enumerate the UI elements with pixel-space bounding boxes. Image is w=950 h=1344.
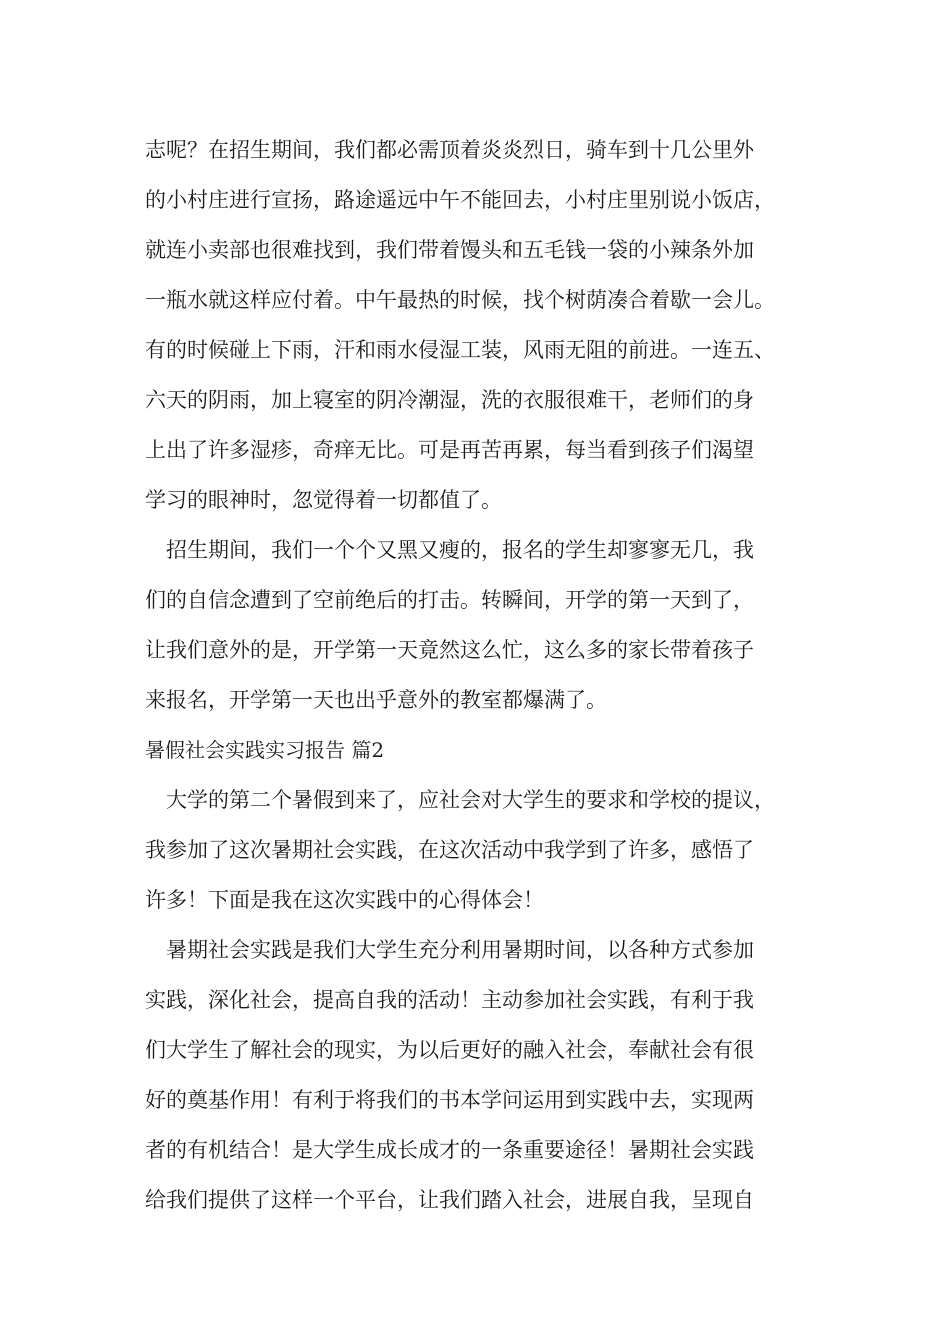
text-line: 许多！下面是我在这次实践中的心得体会！ [145, 888, 544, 912]
text-line: 暑期社会实践是我们大学生充分利用暑期时间，以各种方式参加 [145, 938, 754, 962]
text-line: 让我们意外的是，开学第一天竟然这么忙，这么多的家长带着孩子 [145, 638, 754, 662]
text-line: 就连小卖部也很难找到，我们带着馒头和五毛钱一袋的小辣条外加 [145, 238, 754, 262]
section-heading: 暑假社会实践实习报告 篇2 [145, 738, 385, 762]
text-line: 志呢？在招生期间，我们都必需顶着炎炎烈日，骑车到十几公里外 [145, 138, 754, 162]
text-line: 六天的阴雨，加上寝室的阴冷潮湿，洗的衣服很难干，老师们的身 [145, 388, 754, 412]
text-line: 学习的眼神时，忽觉得着一切都值了。 [145, 488, 502, 512]
text-line: 来报名，开学第一天也出乎意外的教室都爆满了。 [145, 688, 607, 712]
text-line: 者的有机结合！是大学生成长成才的一条重要途径！暑期社会实践 [145, 1138, 754, 1162]
text-line: 一瓶水就这样应付着。中午最热的时候，找个树荫凑合着歇一会儿。 [145, 288, 775, 312]
text-line: 的小村庄进行宣扬，路途遥远中午不能回去，小村庄里别说小饭店， [145, 188, 775, 212]
text-line: 大学的第二个暑假到来了，应社会对大学生的要求和学校的提议， [145, 788, 775, 812]
text-line: 我参加了这次暑期社会实践，在这次活动中我学到了许多，感悟了 [145, 838, 754, 862]
text-line: 好的奠基作用！有利于将我们的书本学问运用到实践中去，实现两 [145, 1088, 754, 1112]
text-line: 们大学生了解社会的现实，为以后更好的融入社会，奉献社会有很 [145, 1038, 754, 1062]
text-line: 有的时候碰上下雨，汗和雨水侵湿工装，风雨无阻的前进。一连五、 [145, 338, 775, 362]
text-line: 实践，深化社会，提高自我的活动！主动参加社会实践，有利于我 [145, 988, 754, 1012]
text-line: 招生期间，我们一个个又黑又瘦的，报名的学生却寥寥无几，我 [145, 538, 754, 562]
text-line: 给我们提供了这样一个平台，让我们踏入社会，进展自我，呈现自 [145, 1188, 754, 1212]
text-line: 上出了许多湿疹，奇痒无比。可是再苦再累，每当看到孩子们渴望 [145, 438, 754, 462]
text-line: 们的自信念遭到了空前绝后的打击。转瞬间，开学的第一天到了， [145, 588, 754, 612]
